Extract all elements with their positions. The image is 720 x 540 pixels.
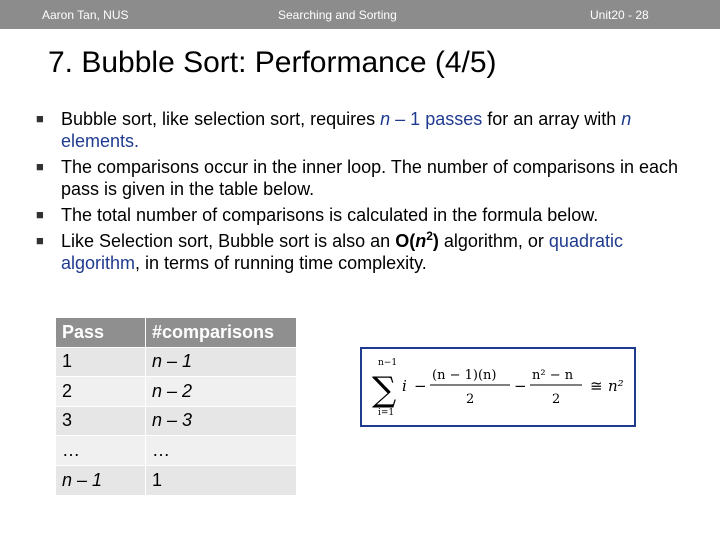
table-cell: … [56,436,146,466]
bullet-item [36,204,696,226]
bullet-text: The total number of comparisons is calculated in the formula below. [61,205,599,225]
approx-sign: ≅ [590,377,603,395]
sum-term: i [402,377,407,395]
minus-sign: − [414,377,427,395]
table-cell: … [146,436,296,466]
bullet-text: n [380,109,391,129]
sum-lower-limit: i=1 [378,408,395,418]
table-row [56,406,296,436]
fraction-2-numerator: n² − n [532,368,574,383]
comparisons-table [55,317,296,495]
square-bullet-icon: ■ [36,207,44,222]
table-row [56,465,296,495]
bullet-text: Like Selection sort, Bubble sort is also an [61,231,396,251]
column-header-comparisons: #comparisons [146,318,296,348]
bullet-text: Bubble sort, like selection sort, requires [61,109,381,129]
bullet-text: ) [432,231,439,251]
bullet-item [36,108,696,152]
square-bullet-icon: ■ [36,159,44,174]
fraction-1-denominator: 2 [466,392,475,407]
author-label: Aaron Tan, NUS [42,8,129,22]
bullet-item [36,156,696,200]
table-cell: n – 2 [146,377,296,407]
minus-sign: − [514,377,527,395]
table-row [56,377,296,407]
bullet-text: O( [395,231,416,251]
bullet-text: algorithm, or [438,231,549,251]
table-cell: 3 [56,406,146,436]
bullet-text: The comparisons occur in the inner loop. The number of comparisons in each pass is given in the table below. [61,157,678,199]
fraction-2-denominator: 2 [552,392,561,407]
table-cell: n – 1 [56,465,146,495]
bullet-text: – 1 passes [390,109,483,129]
fraction-1-numerator: (n − 1)(n) [432,368,497,383]
bullet-text: n [621,109,632,129]
bullet-item [36,230,696,274]
formula-result: n² [608,377,624,395]
bullet-list [36,108,696,278]
bullet-text: , in terms of running time complexity. [135,253,427,273]
square-bullet-icon: ■ [36,233,44,248]
summation-formula [362,349,634,425]
table-cell: 1 [146,465,296,495]
sum-upper-limit: n−1 [378,358,398,368]
table-row [56,436,296,466]
table-header-row [56,318,296,348]
bullet-text: elements. [61,131,140,151]
square-bullet-icon: ■ [36,111,44,126]
header-bar [0,0,720,29]
table-row [56,347,296,377]
slide-number: Unit20 - 28 [590,8,649,22]
table-cell: 1 [56,347,146,377]
column-header-pass: Pass [56,318,146,348]
table-cell: 2 [56,377,146,407]
sigma-icon: ∑ [372,370,397,410]
bullet-text: 2 [426,229,433,243]
table-cell: n – 3 [146,406,296,436]
bullet-text: quadratic algorithm [61,231,623,273]
bullet-text: for an array with [482,109,622,129]
bullet-text: n [415,231,427,251]
table-cell: n – 1 [146,347,296,377]
topic-label: Searching and Sorting [278,8,397,22]
formula-box [360,347,636,427]
slide-title: 7. Bubble Sort: Performance (4/5) [48,46,497,79]
